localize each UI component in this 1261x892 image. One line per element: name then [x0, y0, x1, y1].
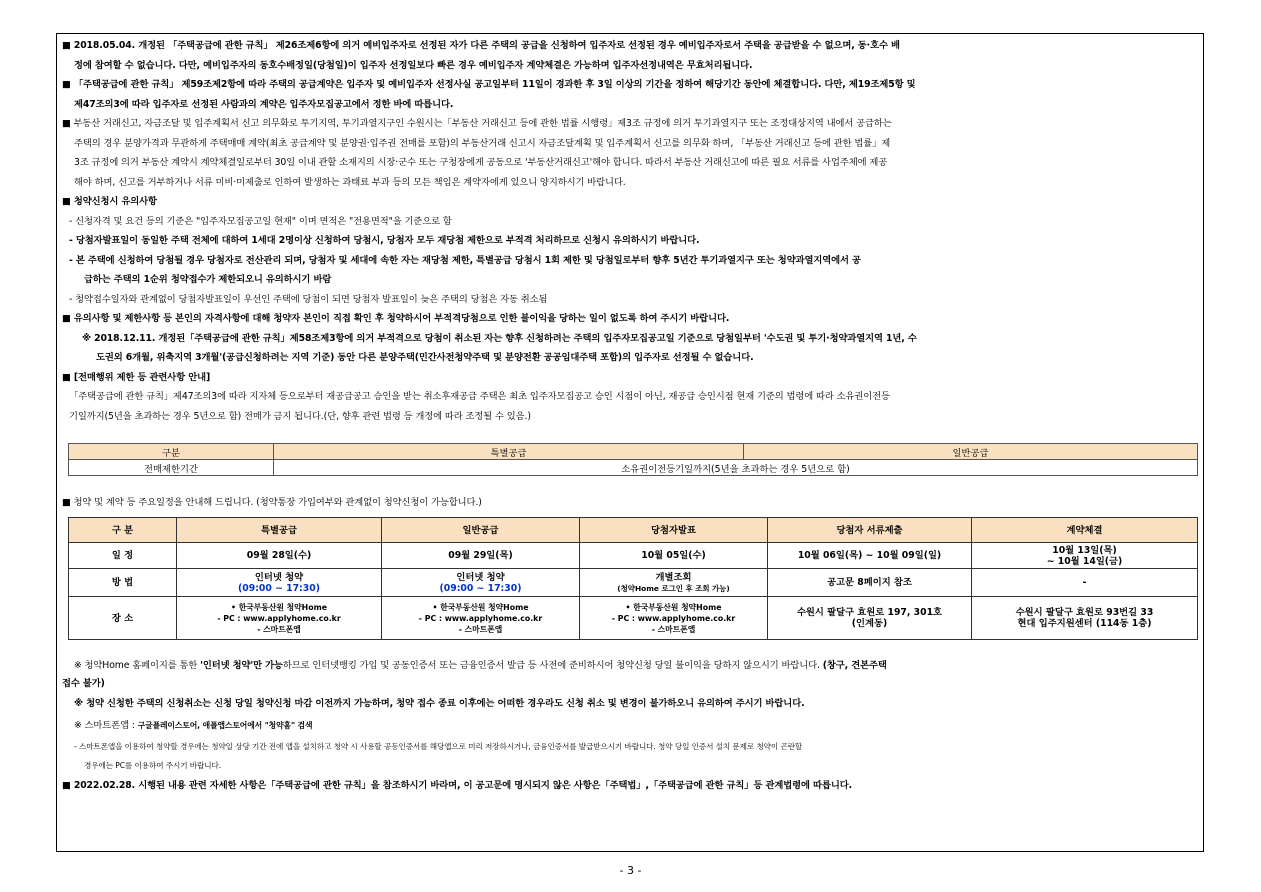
note-text: 하므로 인터넷뱅킹 가입 및 공동인증서 또는 금융인증서 발급 등 사전에 준비하시어 청약신청 당일 불이익을 당하지 않으시기 바랍니다.: [282, 660, 823, 671]
date-special: 09월 28일(수): [177, 543, 382, 569]
method-contract: -: [972, 569, 1198, 597]
date-contract-end: ~ 10월 14일(금): [1046, 555, 1123, 567]
para-1-cont: 정에 참여할 수 없습니다. 다만, 예비입주자의 동호수배정일(당첨일)이 입주자 선정일보다 빠른 경우 예비입주자 계약체결은 가능하며 입주자선정내역은 무효처리됩니다.: [74, 59, 753, 71]
header-cell: 당첨자 서류제출: [768, 518, 972, 543]
place-line: 수원시 팔달구 효원로 93번길 33: [1015, 607, 1154, 618]
place-line: - PC : www.applyhome.co.kr: [217, 613, 341, 623]
method-docs: 공고문 8페이지 참조: [768, 569, 972, 597]
date-docs: 10월 06일(목) ~ 10월 09일(일): [768, 543, 972, 569]
row-label: 장 소: [69, 597, 177, 640]
resale-restriction-table: [68, 443, 1198, 476]
place-announce: [580, 597, 768, 640]
method-time: (09:00 ~ 17:30): [439, 582, 522, 594]
row-label: 전매제한기간: [69, 460, 274, 476]
header-cell: 일반공급: [744, 444, 1198, 460]
place-line: 현대 입주지원센터 (114동 1층): [1017, 618, 1152, 629]
table-row-dates: [69, 543, 1198, 569]
note-1: [62, 657, 1202, 675]
notice-body: [62, 36, 1202, 426]
method-announce: [580, 569, 768, 597]
method-general: [382, 569, 580, 597]
note-text: ※ 스마트폰앱 :: [74, 720, 138, 731]
para-3-cont1: 주택의 경우 분양가격과 무관하게 주택매매 계약(최초 공급계약 및 분양권·입주권 전매를 포함)의 부동산거래 신고시 자금조달계획 및 입주계획서 신고를 의무화 하며, 「부동산 거래신고 등에 관한 법률」제: [74, 137, 891, 149]
method-note: (청약Home 로그인 후 조회 가능): [617, 583, 730, 593]
header-cell: 계약체결: [972, 518, 1198, 543]
row-label: 방 법: [69, 569, 177, 597]
place-line: - PC : www.applyhome.co.kr: [611, 613, 736, 623]
note-4-cont: 경우에는 PC를 이용하여 주시기 바랍니다.: [84, 761, 222, 770]
method-special: [177, 569, 382, 597]
para-ineligible-note-cont: 도권외 6개월, 위축지역 3개월'(공급신청하려는 지역 기준) 동안 다른 분양주택(민간사전청약주택 및 분양전환 공공임대주택 포함)의 입주자로 선정될 수 없습니다.: [96, 352, 754, 363]
note-2: ※ 청약 신청한 주택의 신청취소는 신청 당일 청약신청 마감 이전까지 가능하며, 청약 접수 종료 이후에는 어떠한 경우라도 신청 취소 및 변경이 불가하오니 유의하여 주시기 바랍니다.: [74, 698, 805, 709]
header-cell: 특별공급: [274, 444, 744, 460]
notes-section: [62, 657, 1202, 797]
header-cell: 구분: [69, 444, 274, 460]
para-verify: ■ 유의사항 및 제한사항 등 본인의 자격사항에 대해 청약자 본인이 직접 확인 후 청약하시어 부적격당첨으로 인한 불이익을 당하는 일이 없도록 하여 주시기 바랍니다.: [62, 313, 730, 324]
table-row-place: [69, 597, 1198, 640]
schedule-table: [68, 517, 1198, 640]
method-text: 인터넷 청약: [254, 571, 304, 583]
note-4: - 스마트폰앱을 이용하여 청약할 경우에는 청약일 상당 기간 전에 앱을 설치하고 청약 시 사용할 공동인증서를 해당앱으로 미리 저장하시거나, 금융인증서를 발급받으시기 바랍니다. 청약 당일 인증서 설치 문제로 청약이 곤란할: [74, 742, 803, 751]
table-header-row: [69, 518, 1198, 543]
header-cell: 당첨자발표: [580, 518, 768, 543]
method-text: 개별조회: [655, 571, 692, 583]
table-row-method: [69, 569, 1198, 597]
date-contract: [972, 543, 1198, 569]
para-3-cont3: 해야 하며, 신고를 거부하거나 서류 미비·미제출로 인하여 발생하는 과태료 부과 등의 모든 책임은 계약자에게 있으니 양지하시기 바랍니다.: [74, 176, 626, 188]
para-ineligible-note: ※ 2018.12.11. 개정된「주택공급에 관한 규칙」제58조제3항에 의거 부적격으로 당첨이 취소된 자는 향후 신청하려는 주택의 입주자모집공고일 기준으로 당첨일부터 '수도권 및 투기·청약과열지역 1년, 수: [82, 332, 917, 344]
place-line: 수원시 팔달구 효원로 197, 301호: [796, 607, 943, 618]
place-docs: [768, 597, 972, 640]
place-special: [177, 597, 382, 640]
row-label: 일 정: [69, 543, 177, 569]
place-general: [382, 597, 580, 640]
resale-text-cont: 기일까지(5년을 초과하는 경우 5년으로 함) 전매가 금지 됩니다.(단, 향후 관련 법령 등 개정에 따라 조정될 수 있음.): [69, 410, 531, 422]
place-line: • 한국부동산원 청약Home: [231, 602, 327, 612]
place-line: - 스마트폰앱: [257, 624, 301, 634]
caution-item-4: - 청약접수일자와 관계없이 당첨자발표일이 우선인 주택에 당첨이 되면 당첨자 발표일이 늦은 주택의 당첨은 자동 취소됨: [69, 293, 548, 305]
page-number: - 3 -: [619, 864, 642, 877]
header-cell: 일반공급: [382, 518, 580, 543]
para-2: ■ 「주택공급에 관한 규칙」 제59조제2항에 따라 주택의 공급계약은 입주자 및 예비입주자 선정사실 공고일부터 11일이 경과한 후 3일 이상의 기간을 정하여 해당기간 동안에 체결합니다. 다만, 제19조제5항 및: [62, 79, 916, 90]
row-value: 소유권이전등기일까지(5년을 초과하는 경우 5년으로 함): [274, 460, 1198, 476]
place-line: • 한국부동산원 청약Home: [625, 602, 722, 612]
schedule-intro: ■ 청약 및 계약 등 주요일정을 안내해 드립니다. (청약통장 가입여부와 관계없이 청약신청이 가능합니다.): [62, 497, 482, 508]
place-line: (인계동): [851, 618, 888, 629]
place-line: - PC : www.applyhome.co.kr: [418, 613, 543, 623]
section-heading-caution: ■ 청약신청시 유의사항: [62, 196, 157, 207]
header-cell: 구 분: [69, 518, 177, 543]
caution-item-3: - 본 주택에 신청하여 당첨될 경우 당첨자로 전산관리 되며, 당첨자 및 세대에 속한 자는 재당첨 제한, 특별공급 당첨시 1회 제한 및 당첨일로부터 향후 5년간 투기과열지구 또는 청약과열지역에서 공: [69, 254, 861, 266]
header-cell: 특별공급: [177, 518, 382, 543]
caution-item-1: - 신청자격 및 요건 등의 기준은 "입주자모집공고일 현재" 이며 면적은 "전용면적"을 기준으로 함: [69, 215, 452, 227]
caution-item-2: - 당첨자발표일이 동일한 주택 전체에 대하여 1세대 2명이상 신청하여 당첨시, 당첨자 모두 재당첨 제한으로 부적격 처리하므로 신청시 유의하시기 바랍니다.: [69, 235, 700, 246]
table-header-row: [69, 444, 1198, 460]
para-2-cont: 제47조의3에 따라 입주자로 선정된 사람과의 계약은 입주자모집공고에서 정한 바에 따릅니다.: [74, 98, 454, 110]
resale-text: 「주택공급에 관한 규칙」제47조의3에 따라 지자체 등으로부터 재공급공고 승인을 받는 취소후재공급 주택은 최초 입주자모집공고 승인 시점이 아닌, 재공급 승인시점 현재 기준의 법령에 따라 소유권이전등: [69, 391, 890, 402]
para-3-cont2: 3조 규정에 의거 부동산 계약시 계약체결일로부터 30일 이내 관할 소재지의 시장·군수 또는 구청장에게 공동으로 '부동산거래신고'해야 합니다. 따라서 부동산 거래신고에 따른 필요 서류를 사업주체에 제공: [74, 157, 888, 168]
place-line: • 한국부동산원 청약Home: [432, 602, 529, 612]
note-emphasis: 구글플레이스토어, 애플앱스토어에서 "청약홈" 검색: [137, 721, 313, 730]
note-emphasis: (창구, 견본주택: [822, 660, 887, 671]
para-1: ■ 2018.05.04. 개정된 「주택공급에 관한 규칙」 제26조제6항에 의거 예비입주자로 선정된 자가 다른 주택의 공급을 신청하여 입주자로 선정된 경우 예비입주자로서 주택을 공급받을 수 없으며, 동·호수 배: [62, 40, 900, 51]
section-heading-resale: ■ [전매행위 제한 등 관련사항 안내]: [62, 371, 211, 383]
note-1-cont: 접수 불가): [62, 678, 105, 689]
note-3: [62, 715, 1202, 737]
para-3: ■ 부동산 거래신고, 자금조달 및 입주계획서 신고 의무화로 투기지역, 투기과열지구인 수원시는「부동산 거래신고 등에 관한 법률 시행령」제3조 규정에 의거 투기과열지구 또는 조정대상지역 내에서 공급하는: [62, 118, 892, 129]
note-text: ※ 청약Home 홈페이지를 통한: [74, 660, 201, 671]
note-5: ■ 2022.02.28. 시행된 내용 관련 자세한 사항은「주택공급에 관한 규칙」을 참조하시기 바라며, 이 공고문에 명시되지 않은 사항은「주택법」,「주택공급에 관한 규칙」등 관계법령에 따릅니다.: [62, 780, 853, 791]
place-contract: [972, 597, 1198, 640]
note-emphasis: '인터넷 청약'만 가능: [200, 660, 283, 671]
date-contract-start: 10월 13일(목): [1052, 544, 1117, 556]
date-general: 09월 29일(목): [382, 543, 580, 569]
method-text: 인터넷 청약: [456, 571, 505, 583]
method-time: (09:00 ~ 17:30): [238, 582, 320, 594]
place-line: - 스마트폰앱: [651, 624, 696, 634]
place-line: - 스마트폰앱: [458, 624, 503, 634]
table-row: [69, 460, 1198, 476]
caution-item-3-cont: 급하는 주택의 1순위 청약접수가 제한되오니 유의하시기 바람: [84, 274, 332, 285]
date-announce: 10월 05일(수): [580, 543, 768, 569]
